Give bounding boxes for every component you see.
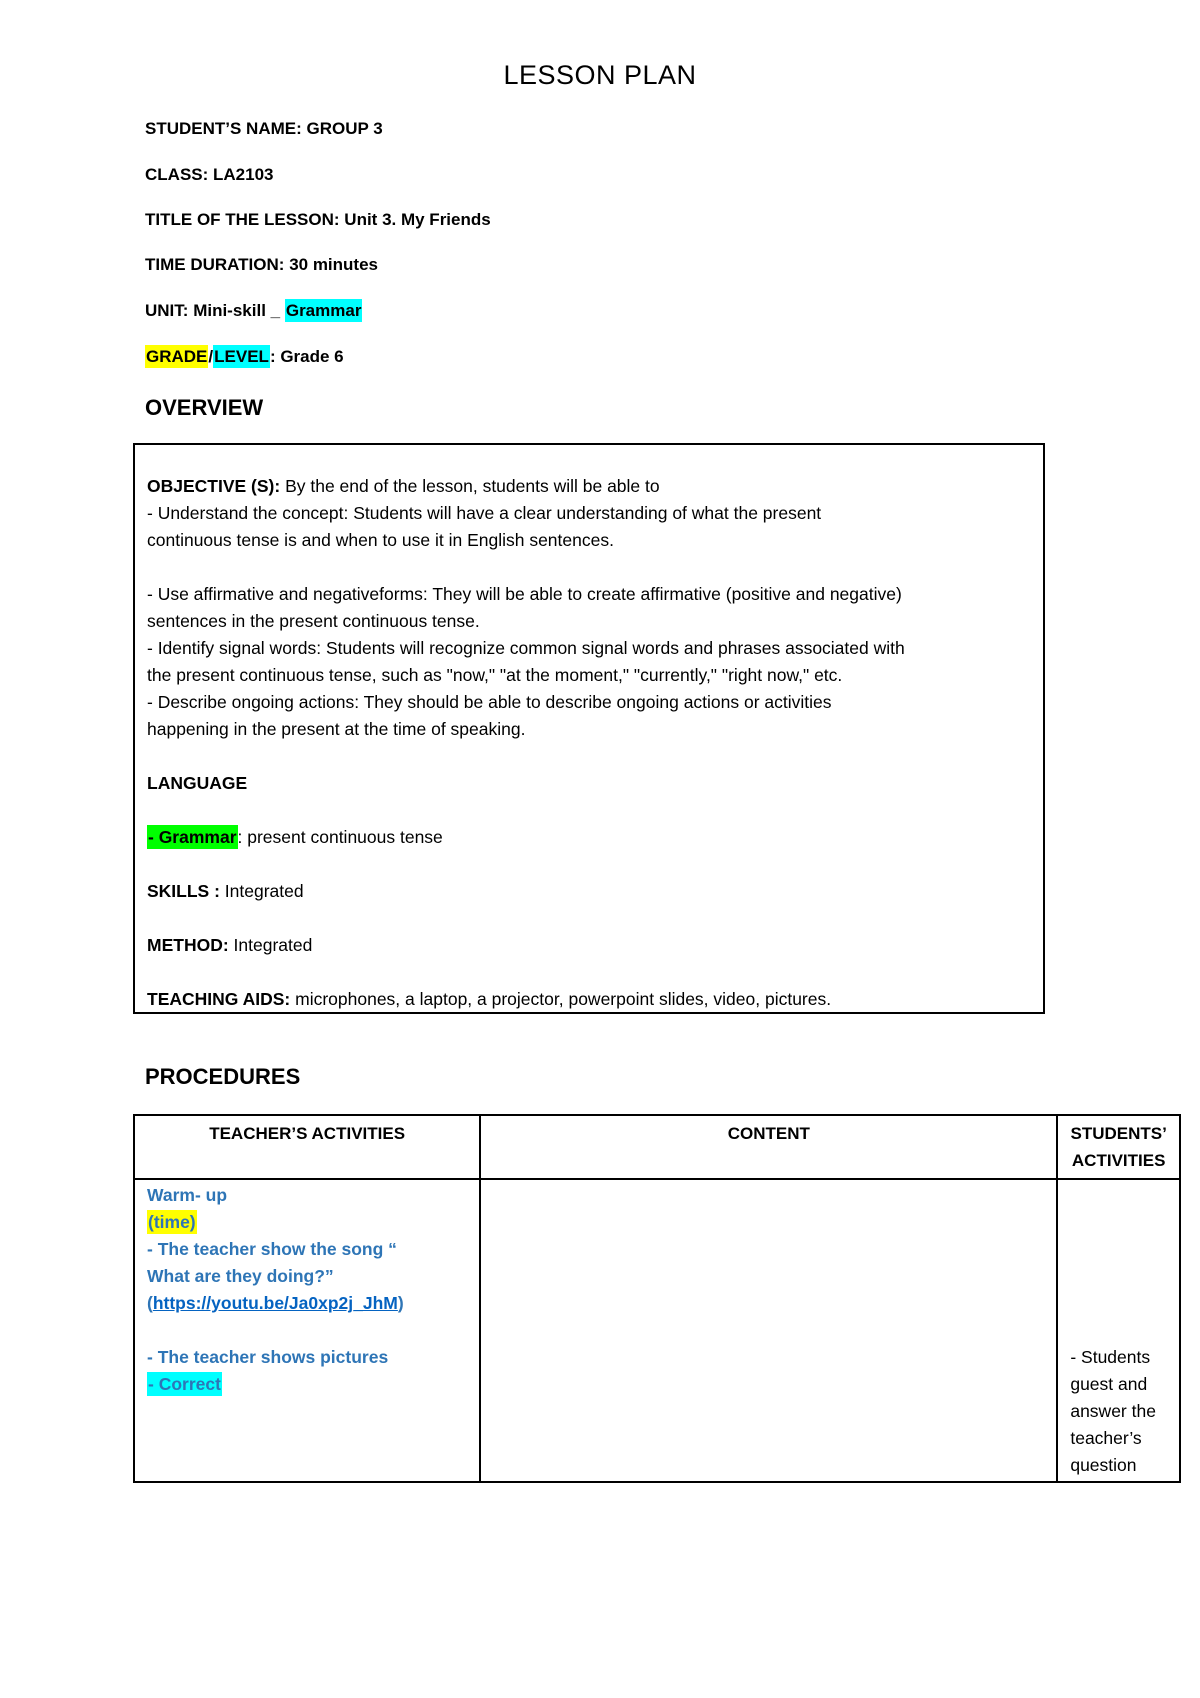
teacher-activities-cell (134, 1179, 480, 1482)
paren-open: ( (147, 1293, 153, 1313)
objective-intro: By the end of the lesson, students will be able to (280, 476, 660, 496)
method-value: Integrated (228, 935, 313, 955)
time-line (147, 1209, 467, 1236)
skills-value: Integrated (219, 881, 304, 901)
grade-slash: / (208, 347, 214, 366)
objective-label: OBJECTIVE (S): (147, 476, 281, 496)
column-header-content: CONTENT (480, 1115, 1057, 1179)
students-line: question (1070, 1455, 1137, 1475)
grammar-value: : present continuous tense (237, 827, 443, 847)
skills-line (147, 878, 304, 905)
overview-heading: OVERVIEW (145, 395, 264, 420)
grammar-line (147, 824, 443, 851)
unit-label: UNIT: (145, 301, 189, 320)
video-link-line (147, 1290, 467, 1317)
objective-text-line: - Use affirmative and negativeforms: They will be able to create affirmative (positive and negative) (147, 584, 902, 604)
table-row (134, 1179, 1180, 1482)
grammar-label: - Grammar (148, 827, 237, 847)
correct-line (147, 1371, 467, 1398)
overview-box (133, 443, 1045, 1014)
duration-row (145, 255, 378, 275)
song-line-1: - The teacher show the song “ (147, 1239, 397, 1259)
content-cell (480, 1179, 1057, 1482)
objective-line (147, 473, 660, 500)
students-line: answer the (1070, 1401, 1156, 1421)
objective-text-line: - Describe ongoing actions: They should be able to describe ongoing actions or activities (147, 692, 832, 712)
class-value: LA2103 (213, 165, 274, 184)
procedures-table (133, 1114, 1181, 1483)
method-label: METHOD: (147, 935, 229, 955)
students-line: teacher’s (1070, 1428, 1142, 1448)
song-line-2: What are they doing?” (147, 1266, 334, 1286)
correct-label: - Correct (148, 1374, 221, 1394)
lesson-title-label: TITLE OF THE LESSON: (145, 210, 340, 229)
language-label: LANGUAGE (147, 773, 248, 793)
class-row (145, 165, 274, 185)
grade-label: GRADE (146, 347, 208, 366)
students-line: guest and (1070, 1374, 1148, 1394)
grade-value: : Grade 6 (269, 347, 344, 366)
students-activities-cell (1057, 1179, 1180, 1482)
page-title: LESSON PLAN (503, 60, 697, 90)
pictures-line: - The teacher shows pictures (147, 1347, 389, 1367)
level-label: LEVEL (214, 347, 269, 366)
lesson-title-value: Unit 3. My Friends (344, 210, 491, 229)
skills-label: SKILLS : (147, 881, 220, 901)
method-line (147, 932, 312, 959)
teaching-aids-line (147, 986, 831, 1013)
duration-value: 30 minutes (289, 255, 378, 274)
objective-text-line: - Understand the concept: Students will have a clear understanding of what the present (147, 503, 822, 523)
objective-text-line: continuous tense is and when to use it in English sentences. (147, 530, 614, 550)
table-header-row (134, 1115, 1180, 1179)
objective-text-line: - Identify signal words: Students will recognize common signal words and phrases associated with (147, 638, 905, 658)
teaching-aids-value: microphones, a laptop, a projector, powerpoint slides, video, pictures. (290, 989, 832, 1009)
unit-value: Mini-skill _ (193, 301, 281, 320)
lesson-title-row (145, 210, 491, 230)
objective-text-line: happening in the present at the time of speaking. (147, 719, 526, 739)
objective-text-line: sentences in the present continuous tense. (147, 611, 480, 631)
procedures-heading: PROCEDURES (145, 1064, 301, 1089)
paren-close: ) (397, 1293, 404, 1313)
teaching-aids-label: TEACHING AIDS: (147, 989, 291, 1009)
student-name-label: STUDENT’S NAME: (145, 119, 302, 138)
class-label: CLASS: (145, 165, 209, 184)
video-link[interactable]: https://youtu.be/Ja0xp2j_JhM (152, 1293, 398, 1313)
grade-row (145, 347, 344, 367)
student-name-row (145, 119, 383, 139)
student-name-value: GROUP 3 (306, 119, 383, 138)
duration-label: TIME DURATION: (145, 255, 285, 274)
blank-line (147, 1317, 467, 1344)
warmup-label: Warm- up (147, 1185, 228, 1205)
column-header-teacher: TEACHER’S ACTIVITIES (134, 1115, 480, 1179)
objective-text-line: the present continuous tense, such as "now," "at the moment," "currently," "right now," etc. (147, 665, 843, 685)
students-line: - Students (1070, 1347, 1151, 1367)
unit-grammar-highlight: Grammar (285, 301, 362, 320)
time-label: (time) (148, 1212, 196, 1232)
unit-row (145, 301, 362, 321)
column-header-students: STUDENTS’ ACTIVITIES (1057, 1115, 1180, 1179)
